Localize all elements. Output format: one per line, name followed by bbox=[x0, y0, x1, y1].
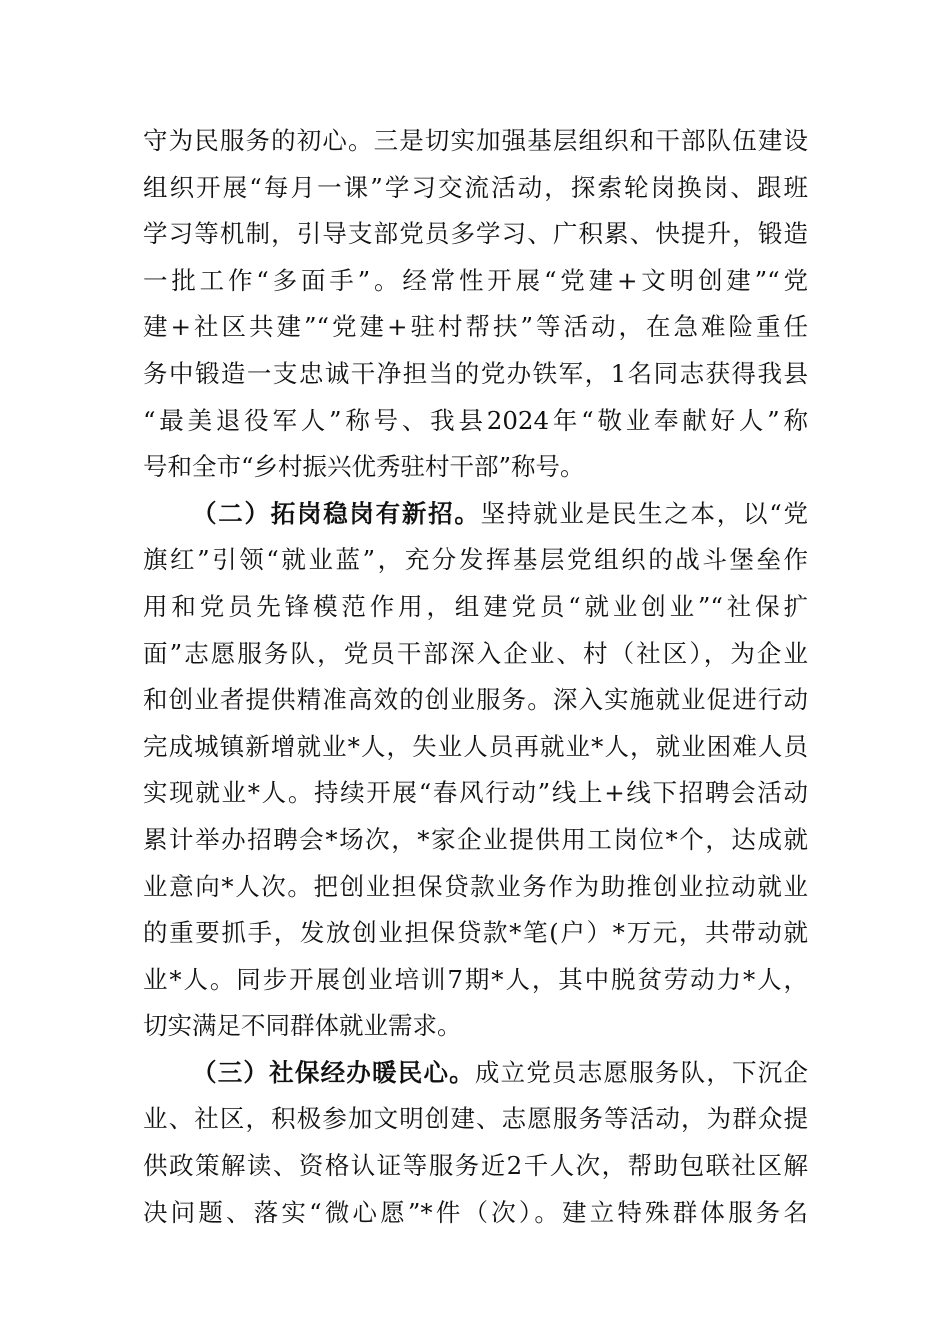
text-line: 和创业者提供精准高效的创业服务。深入实施就业促进行动 bbox=[143, 685, 808, 715]
text-line: 建+社区共建”“党建+驻村帮扶”等活动，在急难险重任 bbox=[143, 312, 808, 342]
paragraph-section-2 bbox=[143, 491, 808, 1050]
text-line: 的重要抓手，发放创业担保贷款*笔(户）*万元，共带动就 bbox=[143, 918, 808, 948]
text-line: 组织开展“每月一课”学习交流活动，探索轮岗换岗、跟班 bbox=[143, 172, 808, 202]
text-line: 实现就业*人。持续开展“春风行动”线上+线下招聘会活动 bbox=[143, 778, 808, 808]
text-line: “最美退役军人”称号、我县2024年“敬业奉献好人”称 bbox=[143, 405, 808, 435]
text-line: 业意向*人次。把创业担保贷款业务作为助推创业拉动就业 bbox=[143, 871, 808, 901]
text-line: 面”志愿服务队，党员干部深入企业、村（社区），为企业 bbox=[143, 638, 808, 668]
text-line: 切实满足不同群体就业需求。 bbox=[143, 1011, 462, 1041]
text-line-first bbox=[143, 1050, 808, 1097]
text-line: 务中锻造一支忠诚干净担当的党办铁军，1名同志获得我县 bbox=[143, 358, 808, 388]
document-body bbox=[143, 118, 808, 1236]
text-line: 决问题、落实“微心愿”*件（次）。建立特殊群体服务名 bbox=[143, 1197, 808, 1227]
text-line: 一批工作“多面手”。经常性开展“党建+文明创建”“党 bbox=[143, 265, 808, 295]
text-line: 旗红”引领“就业蓝”，充分发挥基层党组织的战斗堡垒作 bbox=[143, 545, 808, 575]
text-line: 号和全市“乡村振兴优秀驻村干部”称号。 bbox=[143, 452, 585, 482]
text-line: 业、社区，积极参加文明创建、志愿服务等活动，为群众提 bbox=[143, 1104, 808, 1134]
text-line: 业*人。同步开展创业培训7期*人，其中脱贫劳动力*人， bbox=[143, 964, 808, 994]
text-line: 累计举办招聘会*场次，*家企业提供用工岗位*个，达成就 bbox=[143, 824, 808, 854]
section-heading: （三）社保经办暖民心。 bbox=[192, 1057, 475, 1087]
text-line: 守为民服务的初心。三是切实加强基层组织和干部队伍建设 bbox=[143, 126, 808, 155]
paragraph-section-3 bbox=[143, 1050, 808, 1236]
text-run: 成立党员志愿服务队，下沉企 bbox=[474, 1057, 808, 1087]
text-line: 学习等机制，引导支部党员多学习、广积累、快提升，锻造 bbox=[143, 219, 808, 249]
text-run: 坚持就业是民生之本，以“党 bbox=[480, 498, 809, 528]
text-line-first bbox=[143, 491, 808, 538]
text-line: 供政策解读、资格认证等服务近2千人次，帮助包联社区解 bbox=[143, 1151, 808, 1181]
paragraph-section-1-continuation bbox=[143, 118, 808, 491]
text-line: 用和党员先锋模范作用，组建党员“就业创业”“社保扩 bbox=[143, 591, 808, 621]
section-heading: （二）拓岗稳岗有新招。 bbox=[192, 498, 481, 528]
text-line: 完成城镇新增就业*人，失业人员再就业*人，就业困难人员 bbox=[143, 731, 808, 761]
